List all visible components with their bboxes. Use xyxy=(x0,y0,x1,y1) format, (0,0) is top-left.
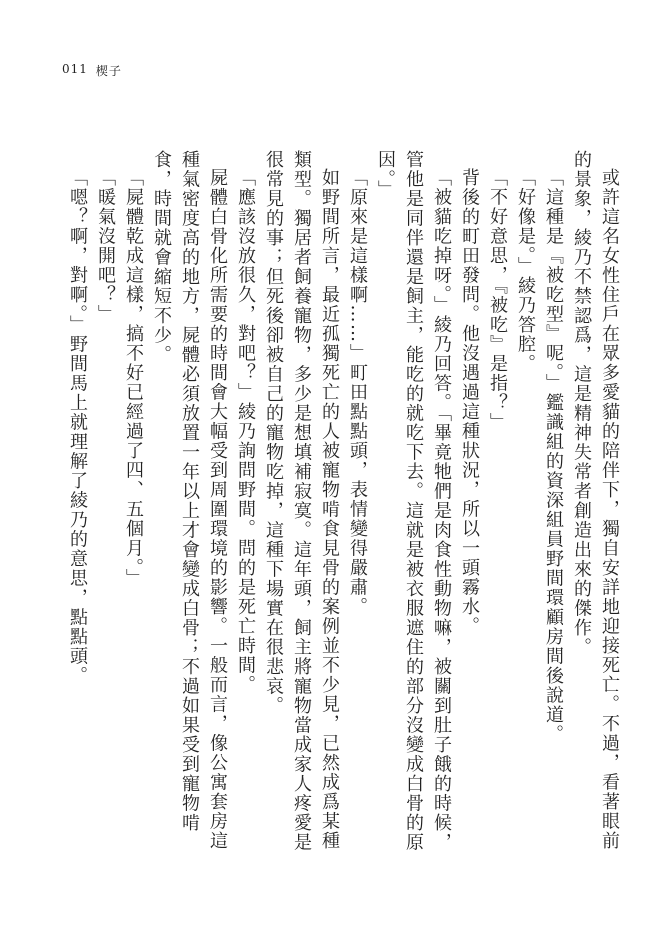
paragraph: 背後的町田發問。他沒遇過這種狀況，所以一頭霧水。 xyxy=(459,168,480,636)
page-header xyxy=(62,62,122,79)
paragraph: 屍體白骨化所需要的時間會大幅受到周圍環境的影響。一般而言，像公寓套房這種氣密度高的地方，屍體必須放置一年以上才會變成白骨；不過如果受到寵物啃食，時間就會縮短不少。 xyxy=(151,150,228,851)
paragraph: 「嗯？啊，對啊。」野間馬上就理解了綾乃的意思，點點頭。 xyxy=(67,168,88,686)
chapter-title: 楔子 xyxy=(95,64,122,78)
paragraph: 「被貓吃掉呀。」綾乃回答。「畢竟牠們是肉食性動物嘛，被關到肚子餓的時候，管他是同伴還是飼主，能吃的就吃下去。這就是被衣服遮住的部分沒變成白骨的原因。」 xyxy=(375,150,452,852)
paragraph: 如野間所言，最近孤獨死亡的人被寵物啃食見骨的案例並不少見，已然成爲某種類型。獨居者飼養寵物，多少是想填補寂寞。這年頭，飼主將寵物當成家人疼愛是很常見的事；但死後卻被自己的寵物吃掉，這種下場實在很悲哀。 xyxy=(263,150,340,852)
paragraph: 「好像是。」綾乃答腔。 xyxy=(515,168,536,374)
paragraph: 「不好意思，『被吃』是指？」 xyxy=(487,168,508,432)
paragraph: 「原來是這樣啊……」町田點點頭，表情變得嚴肅。 xyxy=(347,168,368,617)
paragraph: 「應該沒放很久，對吧？」綾乃詢問野間。問的是死亡時間。 xyxy=(235,168,256,695)
paragraph: 「暖氣沒開吧？」 xyxy=(95,168,116,324)
paragraph: 「這種是『被吃型』呢。」鑑識組的資深組員野間環顧房間後說道。 xyxy=(543,168,564,744)
page-number: 011 xyxy=(62,62,88,76)
paragraph: 或許這名女性住戶在眾多愛貓的陪伴下，獨自安詳地迎接死亡。不過，看著眼前的景象，綾乃不禁認爲，這是精神失常者創造出來的傑作。 xyxy=(571,150,620,851)
paragraph: 「屍體乾成這樣，搞不好已經過了四、五個月。」 xyxy=(123,168,144,588)
body-text xyxy=(63,150,623,855)
